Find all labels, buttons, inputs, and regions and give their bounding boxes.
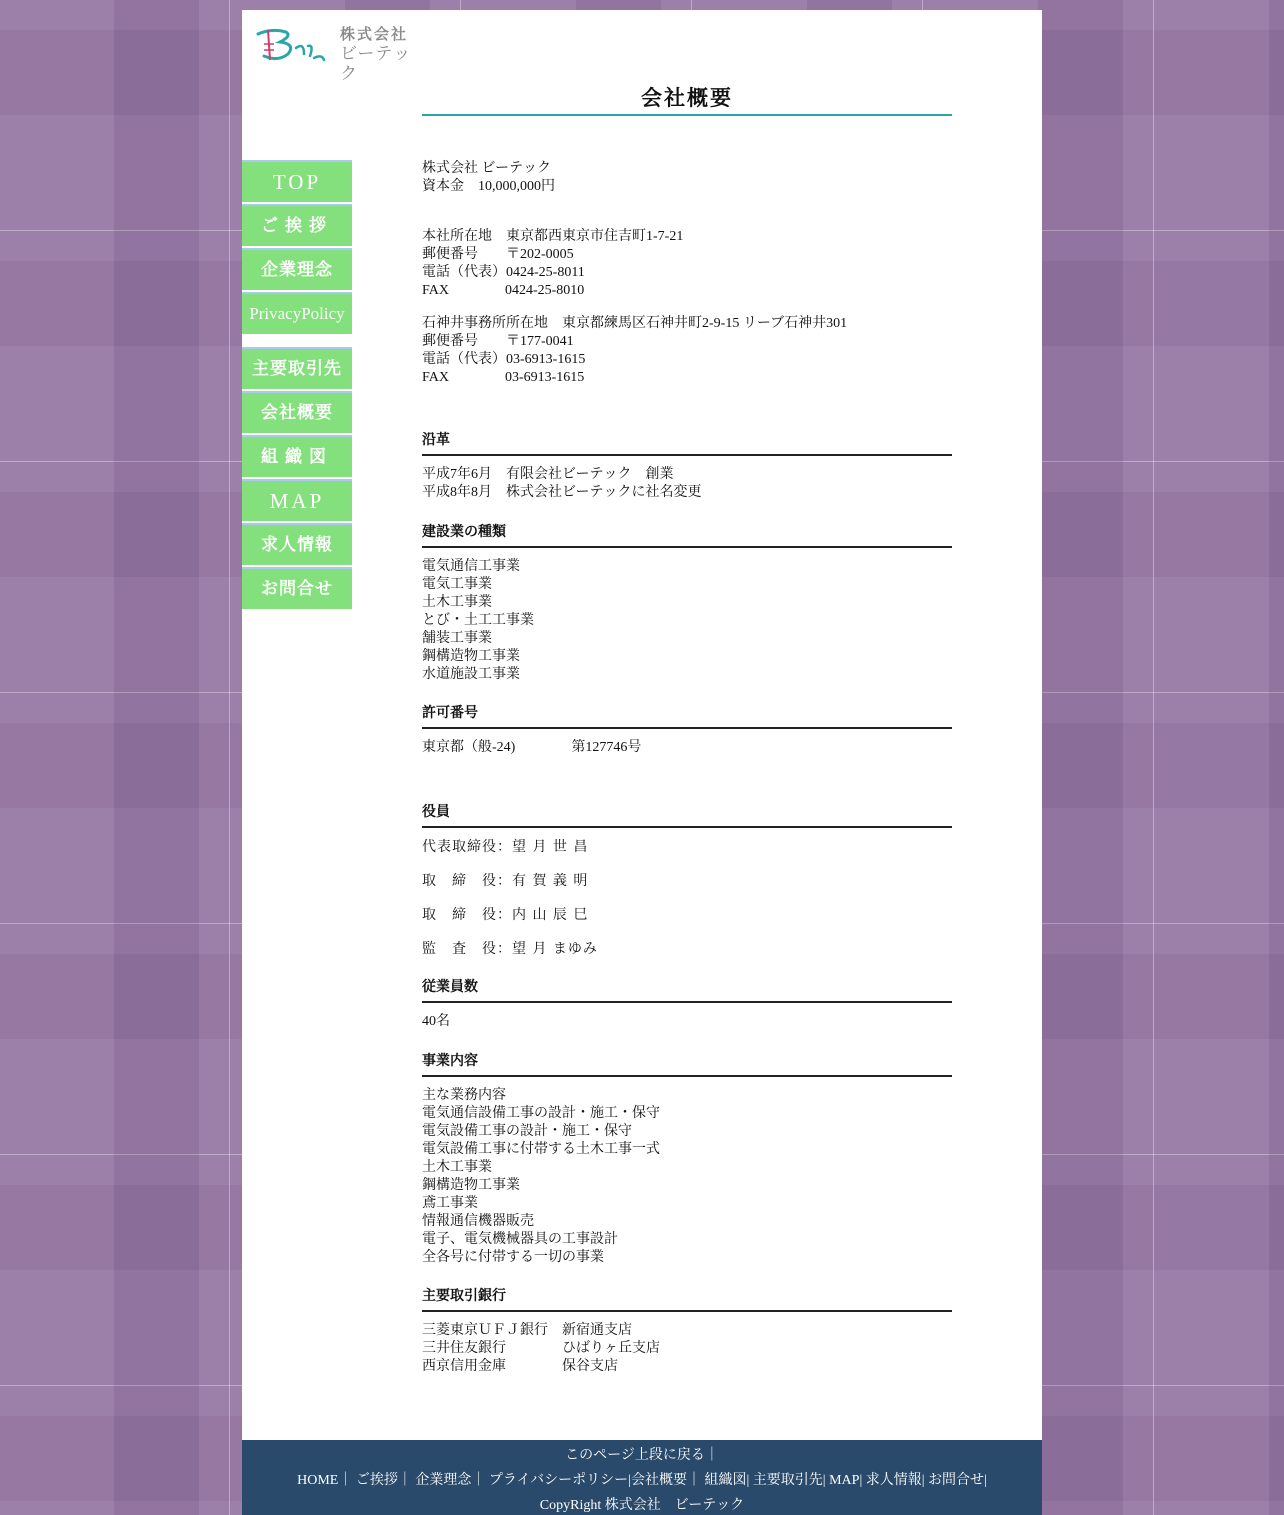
nav-contact[interactable]: お問合せ: [242, 567, 352, 609]
page-title: 会社概要: [422, 82, 952, 116]
business-line: 電気設備工事の設計・施工・保守: [422, 1124, 632, 1139]
footer-link-home[interactable]: HOME｜: [297, 1473, 353, 1488]
nav-map[interactable]: MAP: [242, 479, 352, 521]
back-to-top-link[interactable]: このページ上段に戻る｜: [565, 1448, 719, 1463]
branch-office-block: [422, 315, 952, 387]
info-line: 石神井事務所所在地 東京都練馬区石神井町2-9-15 リーブ石神井301: [422, 316, 848, 331]
info-line: 郵便番号 〒202-0005: [422, 247, 574, 262]
footer-link-recruit[interactable]: 求人情報|: [865, 1473, 925, 1488]
footer-nav: [242, 1469, 1042, 1489]
business-line: 電子、電気機械器具の工事設計: [422, 1232, 618, 1247]
section-heading-banks: 主要取引銀行: [422, 1287, 952, 1312]
info-line: 郵便番号 〒177-0041: [422, 334, 574, 349]
nav-greeting[interactable]: ご挨拶: [242, 204, 352, 246]
business-line: 情報通信機器販売: [422, 1214, 534, 1229]
employee-count: 40名: [422, 1014, 450, 1029]
company-capital: 資本金 10,000,000円: [422, 179, 555, 194]
section-heading-officers: 役員: [422, 803, 952, 828]
footer-link-philosophy[interactable]: 企業理念｜: [415, 1473, 486, 1488]
officer-line: 取 締 役：有 賀 義 明: [422, 873, 589, 889]
footer-link-privacy[interactable]: プライバシーポリシー|: [488, 1473, 631, 1488]
bank-line: 西京信用金庫 保谷支店: [422, 1359, 618, 1374]
nav-clients[interactable]: 主要取引先: [242, 347, 352, 389]
business-line: 主な業務内容: [422, 1088, 506, 1103]
section-heading-construction: 建設業の種類: [422, 523, 952, 548]
business-line: 鋼構造物工事業: [422, 1178, 520, 1193]
construction-line: とび・土工工事業: [422, 613, 534, 628]
logo-mark-icon: [252, 24, 332, 66]
bank-line: 三菱東京ＵＦＪ銀行 新宿通支店: [422, 1323, 632, 1338]
business-line: 土木工事業: [422, 1160, 492, 1175]
history-line: 平成7年6月 有限会社ビーテック 創業: [422, 467, 674, 482]
info-line: FAX 0424-25-8010: [422, 283, 585, 298]
info-line: FAX 03-6913-1615: [422, 370, 585, 385]
footer-link-map[interactable]: MAP|: [829, 1473, 863, 1488]
nav-org-chart[interactable]: 組織図: [242, 435, 352, 477]
construction-line: 鋼構造物工事業: [422, 649, 520, 664]
nav-privacy-policy[interactable]: PrivacyPolicy: [242, 292, 352, 334]
license-number: 東京都（般-24) 第127746号: [422, 740, 642, 755]
construction-line: 水道施設工事業: [422, 667, 520, 682]
construction-line: 土木工事業: [422, 595, 492, 610]
page-container: [242, 10, 1042, 1515]
footer-link-clients[interactable]: 主要取引先|: [752, 1473, 826, 1488]
section-heading-business: 事業内容: [422, 1052, 952, 1077]
nav-company-profile[interactable]: 会社概要: [242, 391, 352, 433]
logo-line1: 株式会社: [340, 25, 409, 43]
business-line: 鳶工事業: [422, 1196, 478, 1211]
info-line: 本社所在地 東京都西東京市住吉町1-7-21: [422, 229, 684, 244]
officer-line: 監 査 役：望 月 まゆみ: [422, 941, 598, 957]
head-office-block: [422, 228, 952, 300]
bank-line: 三井住友銀行 ひばりヶ丘支店: [422, 1341, 660, 1356]
construction-line: 電気通信工事業: [422, 559, 520, 574]
construction-line: 電気工事業: [422, 577, 492, 592]
nav-recruit[interactable]: 求人情報: [242, 523, 352, 565]
footer: [242, 1440, 1042, 1515]
business-line: 電気設備工事に付帯する土木工事一式: [422, 1142, 660, 1157]
logo-text: [340, 24, 417, 84]
info-line: 電話（代表）03-6913-1615: [422, 352, 586, 367]
footer-link-org-chart[interactable]: 組織図|: [704, 1473, 750, 1488]
officer-line: 取 締 役：内 山 辰 巳: [422, 907, 589, 923]
info-line: 電話（代表）0424-25-8011: [422, 265, 585, 280]
officer-line: 代表取締役：望 月 世 昌: [422, 839, 589, 855]
section-heading-license: 許可番号: [422, 704, 952, 729]
section-heading-history: 沿革: [422, 431, 952, 456]
business-line: 電気通信設備工事の設計・施工・保守: [422, 1106, 660, 1121]
business-line: 全各号に付帯する一切の事業: [422, 1250, 604, 1265]
nav-top[interactable]: TOP: [242, 160, 352, 202]
company-name: 株式会社 ビーテック: [422, 161, 551, 176]
copyright: CopyRight 株式会社 ビーテック: [539, 1498, 745, 1513]
logo-line2: ビーテック: [340, 44, 412, 84]
main-content: [422, 160, 952, 1376]
sidebar-nav-secondary: [242, 347, 352, 611]
history-line: 平成8年8月 株式会社ビーテックに社名変更: [422, 485, 702, 500]
footer-link-greeting[interactable]: ご挨拶｜: [355, 1473, 412, 1488]
footer-link-company-profile[interactable]: 会社概要｜: [630, 1473, 701, 1488]
sidebar-nav-primary: [242, 160, 352, 336]
nav-philosophy[interactable]: 企業理念: [242, 248, 352, 290]
company-logo[interactable]: [252, 24, 417, 84]
construction-line: 舗装工事業: [422, 631, 492, 646]
footer-link-contact[interactable]: お問合せ|: [928, 1473, 987, 1488]
section-heading-employees: 従業員数: [422, 978, 952, 1003]
